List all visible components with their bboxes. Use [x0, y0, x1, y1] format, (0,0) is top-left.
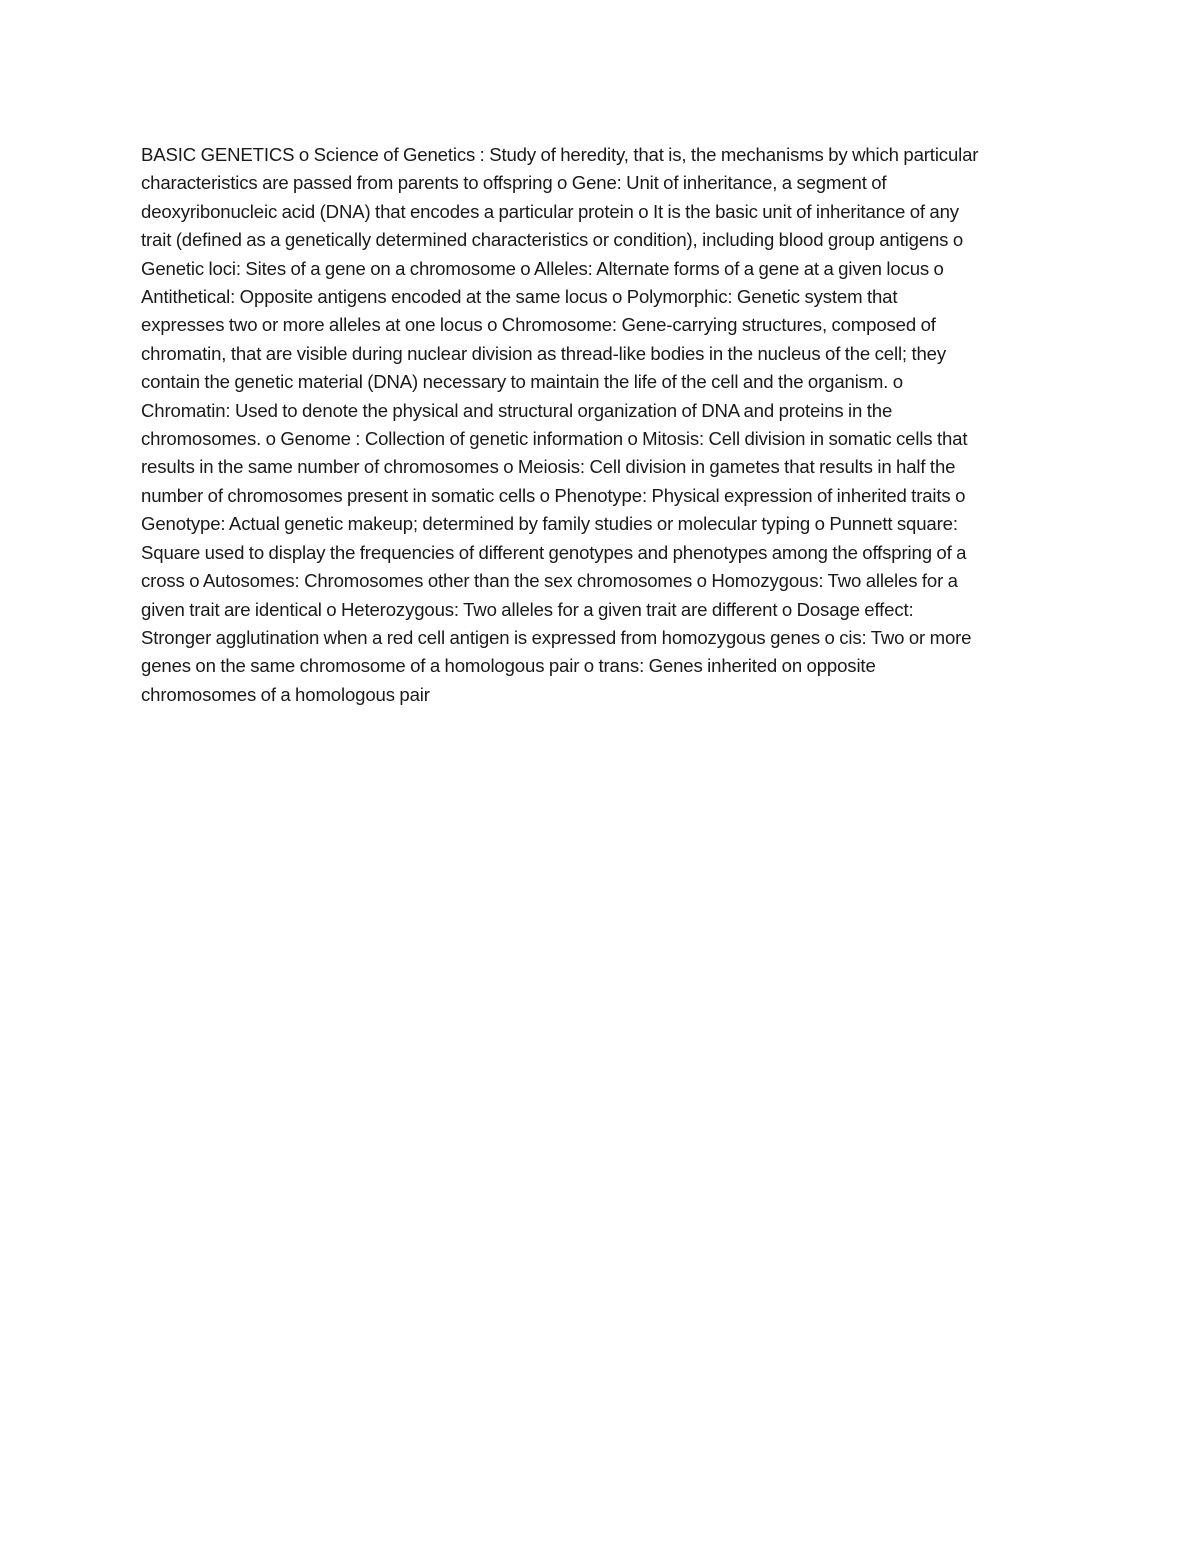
- text-line: chromatin, that are visible during nuclear division as thread-like bodies in the nucleus of the cell; they: [141, 342, 947, 364]
- body-paragraph: [141, 141, 1056, 709]
- text-line: contain the genetic material (DNA) necessary to maintain the life of the cell and the organism. o: [141, 371, 903, 393]
- text-line: characteristics are passed from parents to offspring o Gene: Unit of inheritance, a segment of: [141, 172, 887, 194]
- text-line: deoxyribonucleic acid (DNA) that encodes a particular protein o It is the basic unit of inheritance of any: [141, 200, 959, 222]
- text-line: chromosomes of a homologous pair: [141, 683, 430, 705]
- text-line: chromosomes. o Genome : Collection of genetic information o Mitosis: Cell division in somatic cells that: [141, 428, 968, 450]
- text-line: cross o Autosomes: Chromosomes other than the sex chromosomes o Homozygous: Two alleles for a: [141, 570, 958, 592]
- text-line: Genetic loci: Sites of a gene on a chromosome o Alleles: Alternate forms of a gene at a given locus o: [141, 257, 944, 279]
- text-line: given trait are identical o Heterozygous: Two alleles for a given trait are different o Dosage effect:: [141, 598, 914, 620]
- text-line: results in the same number of chromosomes o Meiosis: Cell division in gametes that results in half the: [141, 456, 956, 478]
- text-line: Stronger agglutination when a red cell antigen is expressed from homozygous genes o cis: Two or more: [141, 626, 972, 648]
- text-line: trait (defined as a genetically determined characteristics or condition), including blood group antigens o: [141, 229, 964, 251]
- text-line: Antithetical: Opposite antigens encoded at the same locus o Polymorphic: Genetic system that: [141, 286, 898, 308]
- text-line: number of chromosomes present in somatic cells o Phenotype: Physical expression of inherited traits o: [141, 484, 966, 506]
- text-line: genes on the same chromosome of a homologous pair o trans: Genes inherited on opposite: [141, 655, 876, 677]
- text-line: expresses two or more alleles at one locus o Chromosome: Gene-carrying structures, composed of: [141, 314, 936, 336]
- text-line: Square used to display the frequencies of different genotypes and phenotypes among the offspring of a: [141, 541, 967, 563]
- text-line: BASIC GENETICS o Science of Genetics : Study of heredity, that is, the mechanisms by which particular: [141, 144, 979, 165]
- text-line: Chromatin: Used to denote the physical and structural organization of DNA and proteins in the: [141, 399, 893, 421]
- text-line: Genotype: Actual genetic makeup; determined by family studies or molecular typing o Punnett square:: [141, 513, 958, 535]
